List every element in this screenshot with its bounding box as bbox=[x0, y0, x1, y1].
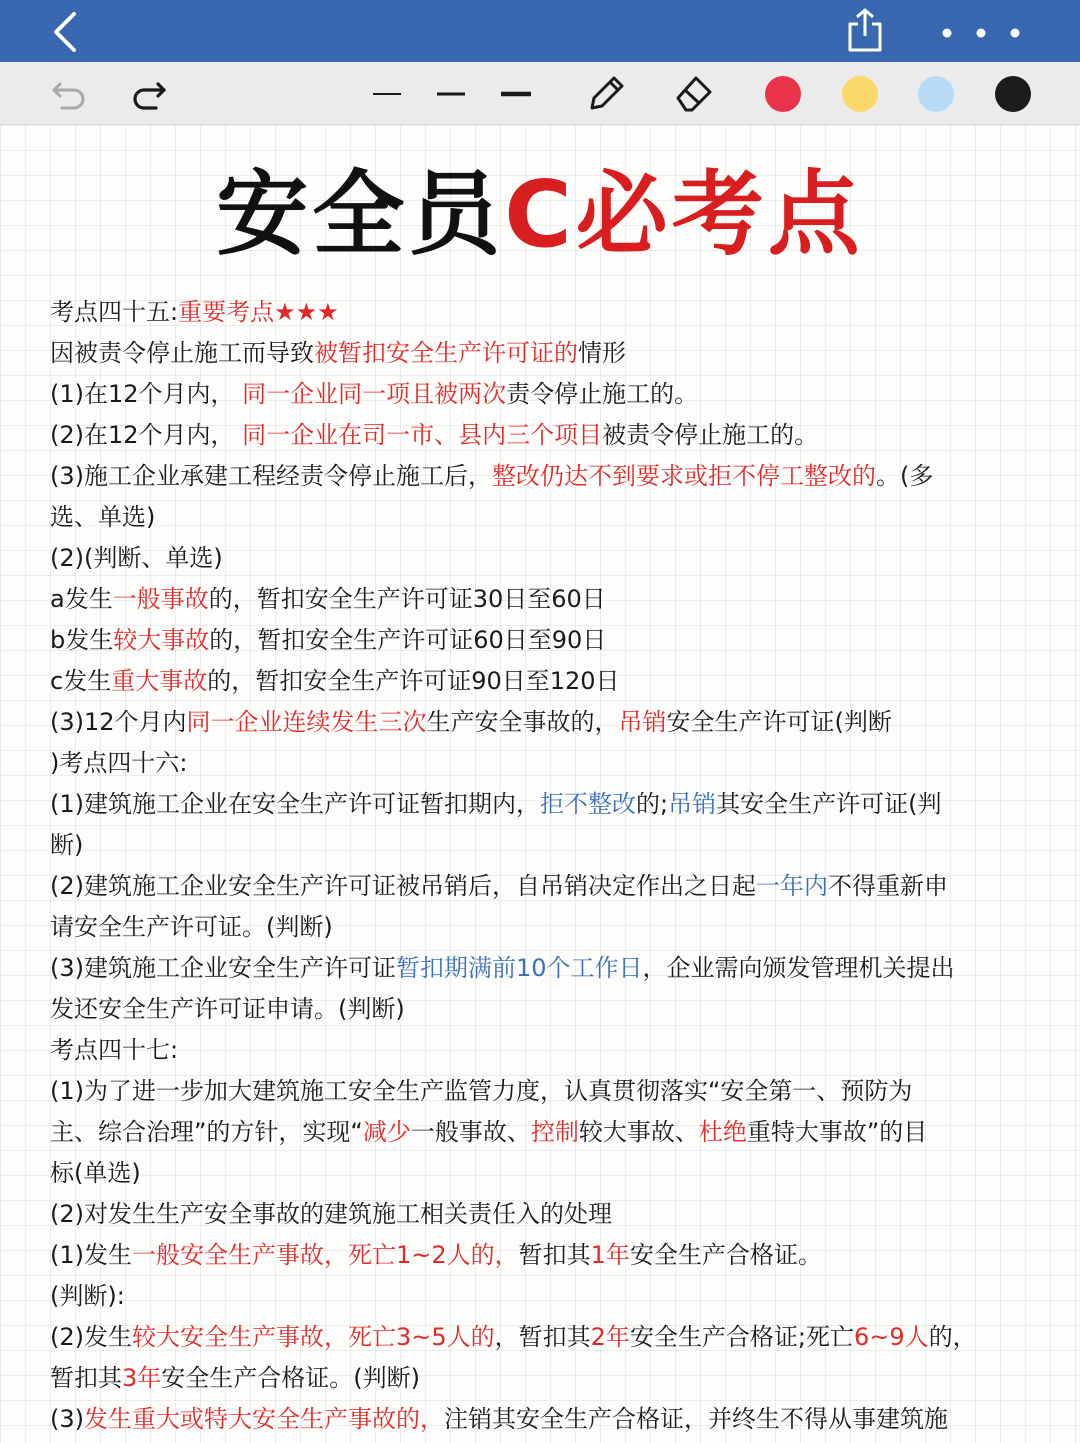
note-text: 的，暂扣安全生产许可证60日至90日 bbox=[209, 626, 607, 654]
highlight-red-text: 减少 bbox=[362, 1118, 411, 1146]
eraser-tool-button[interactable] bbox=[670, 70, 716, 120]
note-text: 。(多 bbox=[876, 462, 934, 490]
note-line bbox=[50, 1030, 1040, 1071]
note-text: 因被责令停止施工而导致 bbox=[50, 339, 314, 367]
more-options-button[interactable] bbox=[930, 16, 1030, 50]
redo-icon bbox=[128, 74, 170, 114]
note-line bbox=[50, 1194, 1040, 1235]
note-line bbox=[50, 743, 1040, 784]
highlight-red-text: 吊销 bbox=[618, 708, 667, 736]
note-text: a发生 bbox=[50, 585, 113, 613]
share-button[interactable] bbox=[840, 6, 890, 56]
note-line bbox=[50, 948, 1040, 989]
highlight-red-text: 3年 bbox=[122, 1364, 162, 1392]
highlight-blue-text: 暂扣期满前10个工作日 bbox=[396, 954, 643, 982]
color-swatch-black[interactable] bbox=[995, 76, 1031, 112]
note-text: (2)对发生生产安全事故的建筑施工相关责任入的处理 bbox=[50, 1200, 612, 1228]
note-text: 重特大事故”的目 bbox=[746, 1118, 928, 1146]
note-content bbox=[50, 292, 1040, 1440]
note-title-part2: C必考点 bbox=[504, 161, 864, 268]
note-line bbox=[50, 538, 1040, 579]
note-line bbox=[50, 292, 1040, 333]
note-text: (3)建筑施工企业安全生产许可证 bbox=[50, 954, 396, 982]
note-text: 的; bbox=[636, 790, 669, 818]
note-text: 暂扣其 bbox=[518, 1241, 591, 1269]
highlight-blue-text: 拒不整改 bbox=[540, 790, 636, 818]
note-line bbox=[50, 333, 1040, 374]
stroke-thick-button[interactable] bbox=[498, 84, 534, 108]
note-line bbox=[50, 374, 1040, 415]
note-line bbox=[50, 579, 1040, 620]
note-text: 暂扣其 bbox=[50, 1364, 122, 1392]
note-text: (2)建筑施工企业安全生产许可证被吊销后，自吊销决定作出之日起 bbox=[50, 872, 756, 900]
note-text: b发生 bbox=[50, 626, 114, 654]
note-text: 被责令停止施工的。 bbox=[602, 421, 819, 449]
color-swatch-blue[interactable] bbox=[918, 76, 954, 112]
note-line bbox=[50, 456, 1040, 497]
top-nav-bar bbox=[0, 0, 1080, 62]
highlight-red-text: 一般事故 bbox=[112, 585, 209, 613]
note-text: 较大事故、 bbox=[578, 1118, 699, 1146]
note-text: 安全生产合格证。(判断) bbox=[161, 1364, 421, 1392]
highlight-red-text: 控制 bbox=[530, 1118, 579, 1146]
note-line bbox=[50, 661, 1040, 702]
undo-icon bbox=[48, 74, 90, 114]
note-text: 考点四十七: bbox=[50, 1036, 179, 1064]
note-text: ，企业需向颁发管理机关提出 bbox=[642, 954, 955, 982]
highlight-red-text: 重要考点★★★ bbox=[178, 298, 339, 326]
note-line bbox=[50, 702, 1040, 743]
stroke-medium-icon bbox=[434, 84, 468, 104]
note-line bbox=[50, 1112, 1040, 1153]
note-line bbox=[50, 497, 1040, 538]
note-line bbox=[50, 415, 1040, 456]
note-text: 选、单选) bbox=[50, 503, 156, 531]
note-title-part1: 安全员 bbox=[216, 161, 505, 268]
note-text: (1)建筑施工企业在安全生产许可证暂扣期内， bbox=[50, 790, 540, 818]
highlight-red-text: 杜绝 bbox=[698, 1118, 747, 1146]
note-text: 注销其安全生产合格证，并终生不得从事建筑施 bbox=[444, 1405, 948, 1433]
note-text: (3)12个月内 bbox=[50, 708, 187, 736]
note-text: 的， bbox=[928, 1323, 977, 1351]
note-text: (1)在12个月内， bbox=[50, 380, 243, 408]
note-text: 其安全生产许可证(判 bbox=[716, 790, 942, 818]
note-text: (1)为了进一步加大建筑施工安全生产监管力度，认真贯彻落实“安全第一、预防为 bbox=[50, 1077, 913, 1105]
note-line bbox=[50, 620, 1040, 661]
note-text: 发还安全生产许可证申请。(判断) bbox=[50, 995, 405, 1023]
highlight-red-text: 较大安全生产事故，死亡3~5人的 bbox=[132, 1323, 495, 1351]
highlight-red-text: 同一企业在司一市、县内三个项目 bbox=[242, 421, 603, 449]
color-swatch-red[interactable] bbox=[765, 76, 801, 112]
pen-tool-button[interactable] bbox=[584, 70, 630, 120]
undo-button[interactable] bbox=[48, 74, 90, 118]
note-line bbox=[50, 1276, 1040, 1317]
note-text: 责令停止施工的。 bbox=[506, 380, 699, 408]
redo-button[interactable] bbox=[128, 74, 170, 118]
note-text: (1)发生 bbox=[50, 1241, 132, 1269]
note-line bbox=[50, 989, 1040, 1030]
stroke-thin-button[interactable] bbox=[370, 84, 404, 108]
note-text: ，暂扣其 bbox=[494, 1323, 591, 1351]
note-text: 断) bbox=[50, 831, 84, 859]
note-line bbox=[50, 1358, 1040, 1399]
note-text: (3)施工企业承建工程经责令停止施工后， bbox=[50, 462, 492, 490]
highlight-red-text: 重大事故 bbox=[111, 667, 208, 695]
note-text: 安全生产合格证。 bbox=[629, 1241, 822, 1269]
stroke-thin-icon bbox=[370, 84, 404, 104]
note-text: 安全生产许可证(判断 bbox=[666, 708, 892, 736]
note-line bbox=[50, 1071, 1040, 1112]
more-dots-icon bbox=[930, 16, 1030, 50]
highlight-red-text: 同一企业连续发生三次 bbox=[186, 708, 427, 736]
highlight-red-text: 6~9人 bbox=[854, 1323, 929, 1351]
share-icon bbox=[840, 6, 890, 56]
highlight-red-text: 整改仍达不到要求或拒不停工整改的 bbox=[492, 462, 876, 490]
note-text: (2)发生 bbox=[50, 1323, 132, 1351]
note-text: (2)(判断、单选) bbox=[50, 544, 223, 572]
note-text: 主、综合治理”的方针，实现“ bbox=[50, 1118, 363, 1146]
note-line bbox=[50, 1153, 1040, 1194]
note-text: 请安全生产许可证。(判断) bbox=[50, 913, 333, 941]
note-line bbox=[50, 907, 1040, 948]
note-line bbox=[50, 1317, 1040, 1358]
note-text: (2)在12个月内， bbox=[50, 421, 243, 449]
note-text: 考点四十五: bbox=[50, 298, 179, 326]
note-text: (判断): bbox=[50, 1282, 125, 1310]
color-swatch-yellow[interactable] bbox=[842, 76, 878, 112]
stroke-medium-button[interactable] bbox=[434, 84, 468, 108]
note-text: 生产安全事故的， bbox=[426, 708, 619, 736]
highlight-red-text: 同一企业同一项且被两次 bbox=[242, 380, 507, 408]
note-text: 的，暂扣安全生产许可证30日至60日 bbox=[208, 585, 606, 613]
note-text: 情形 bbox=[578, 339, 626, 367]
back-button[interactable] bbox=[40, 8, 90, 56]
note-line bbox=[50, 784, 1040, 825]
highlight-red-text: 一般安全生产事故，死亡1~2人的， bbox=[132, 1241, 519, 1269]
eraser-icon bbox=[670, 70, 716, 116]
highlight-red-text: 较大事故 bbox=[113, 626, 210, 654]
note-text: (3) bbox=[50, 1405, 84, 1433]
chevron-left-icon bbox=[40, 8, 90, 56]
highlight-red-text: 发生重大或特大安全生产事故的， bbox=[84, 1405, 444, 1433]
note-line bbox=[50, 866, 1040, 907]
note-text: 标(单选) bbox=[50, 1159, 141, 1187]
stroke-thick-icon bbox=[498, 84, 534, 104]
highlight-blue-text: 一年内 bbox=[756, 872, 828, 900]
note-text: c发生 bbox=[50, 667, 112, 695]
note-text: )考点四十六: bbox=[50, 749, 188, 777]
note-text: 一般事故、 bbox=[410, 1118, 531, 1146]
note-title bbox=[0, 150, 1080, 280]
pencil-icon bbox=[584, 70, 630, 116]
note-line bbox=[50, 1399, 1040, 1440]
note-text: 的，暂扣安全生产许可证90日至120日 bbox=[207, 667, 620, 695]
note-line bbox=[50, 1235, 1040, 1276]
note-line bbox=[50, 825, 1040, 866]
note-text: 不得重新申 bbox=[828, 872, 948, 900]
highlight-blue-text: 吊销 bbox=[668, 790, 717, 818]
note-text: 安全生产合格证;死亡 bbox=[629, 1323, 855, 1351]
highlight-red-text: 被暂扣安全生产许可证的 bbox=[314, 339, 578, 367]
highlight-red-text: 2年 bbox=[590, 1323, 630, 1351]
highlight-red-text: 1年 bbox=[590, 1241, 630, 1269]
